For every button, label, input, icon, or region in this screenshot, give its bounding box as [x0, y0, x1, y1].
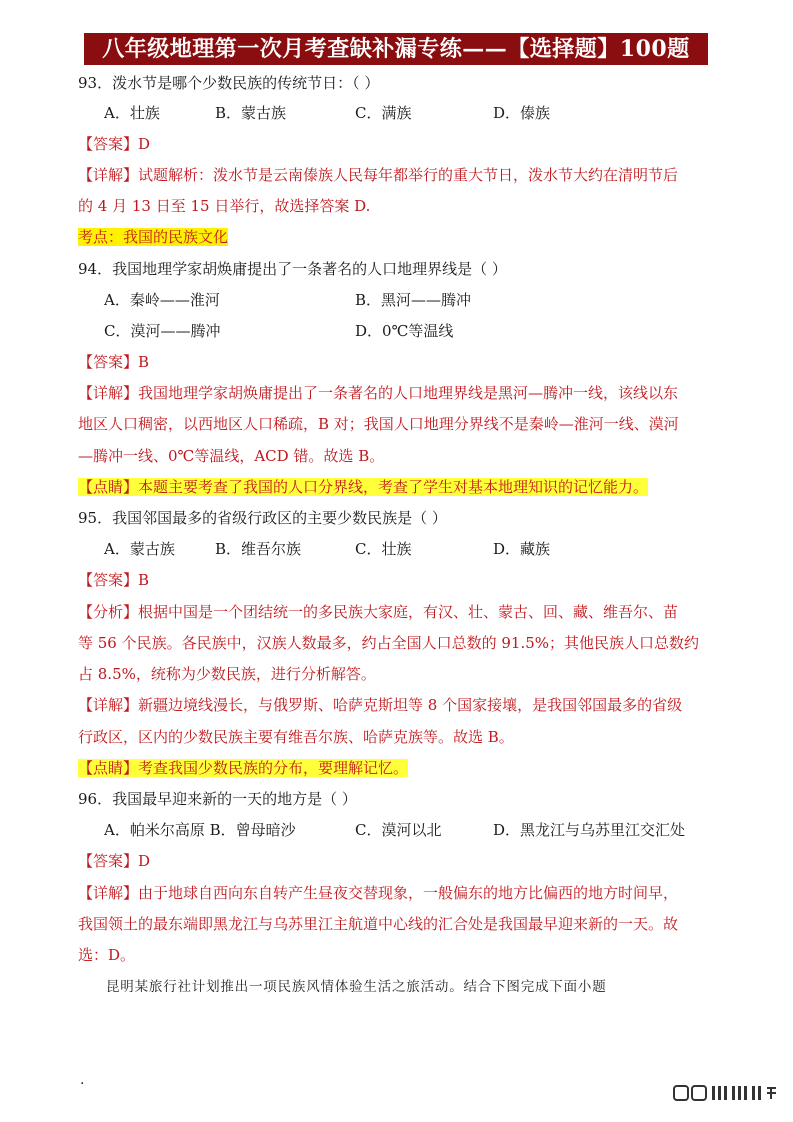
question-94-answer: 【答案】B — [78, 353, 150, 371]
question-93-option-a: A．壮族 — [104, 104, 160, 122]
question-94-detail-line: 【详解】我国地理学家胡焕庸提出了一条著名的人口地理界线是黑河—腾冲一线，该线以东 — [78, 384, 679, 402]
question-93-option-c: C．满族 — [355, 104, 412, 122]
question-94-option-c: C．漠河——腾冲 — [104, 322, 221, 340]
question-95-dianjing — [78, 757, 408, 779]
question-95-option-b: B．维吾尔族 — [215, 540, 302, 558]
highlight: 【点睛】本题主要考查了我国的人口分界线，考查了学生对基本地理知识的记忆能力。 — [78, 478, 649, 496]
question-96-option-c: C．漠河以北 — [355, 821, 442, 839]
question-95-analysis-line: 占 8.5%，统称为少数民族，进行分析解答。 — [78, 665, 376, 683]
question-96-stem: 96．我国最早迎来新的一天的地方是（ ） — [78, 790, 357, 808]
question-96-detail-line: 我国领土的最东端即黑龙江与乌苏里江主航道中心线的汇合处是我国最早迎来新的一天。故 — [78, 915, 679, 933]
question-95-stem: 95．我国邻国最多的省级行政区的主要少数民族是（ ） — [78, 509, 447, 527]
question-95-analysis-line: 等 56 个民族。各民族中，汉族人数最多，约占全国人口总数的 91.5%；其他民族人口总数约 — [78, 634, 700, 652]
question-94-option-d: D．0℃等温线 — [355, 322, 454, 340]
question-93-answer: 【答案】D — [78, 135, 151, 153]
question-93-detail-line: 【详解】试题解析：泼水节是云南傣族人民每年都举行的重大节日，泼水节大约在清明节后 — [78, 166, 679, 184]
question-95-option-a: A．蒙古族 — [104, 540, 175, 558]
page-title: 八年级地理第一次月考查缺补漏专练——【选择题】100题 — [84, 33, 708, 65]
question-95-detail-line: 行政区，区内的少数民族主要有维吾尔族、哈萨克族等。故选 B。 — [78, 728, 514, 746]
question-95-detail-line: 【详解】新疆边境线漫长，与俄罗斯、哈萨克斯坦等 8 个国家接壤，是我国邻国最多的省级 — [78, 696, 683, 714]
question-96-answer: 【答案】D — [78, 852, 151, 870]
question-94-dianjing — [78, 476, 648, 498]
question-96-detail-line: 【详解】由于地球自西向东自转产生昼夜交替现象，一般偏东的地方比偏西的地方时间早， — [78, 884, 679, 902]
question-96-detail-line: 选：D。 — [78, 946, 136, 964]
highlight: 【点睛】考查我国少数民族的分布，要理解记忆。 — [78, 759, 409, 777]
watermark-icon — [672, 1083, 782, 1103]
question-93-detail-line: 的 4 月 13 日至 15 日举行，故选择答案 D. — [78, 197, 371, 215]
question-95-option-c: C．壮族 — [355, 540, 412, 558]
question-94-detail-line: —腾冲一线、0℃等温线，ACD 错。故选 B。 — [78, 447, 385, 465]
question-95-option-d: D．藏族 — [493, 540, 551, 558]
question-96-option-d: D．黑龙江与乌苏里江交汇处 — [493, 821, 686, 839]
question-95-answer: 【答案】B — [78, 571, 150, 589]
footer-dot: . — [80, 1072, 85, 1088]
footer-note: 昆明某旅行社计划推出一项民族风情体验生活之旅活动。结合下图完成下面小题 — [106, 979, 607, 995]
question-93-stem: 93．泼水节是哪个少数民族的传统节日：（ ） — [78, 74, 380, 92]
question-93-option-d: D．傣族 — [493, 104, 551, 122]
question-93-kaodian — [78, 226, 228, 248]
question-94-detail-line: 地区人口稠密，以西地区人口稀疏，B 对；我国人口地理分界线不是秦岭—淮河一线、漠河 — [78, 415, 679, 433]
question-94-stem: 94．我国地理学家胡焕庸提出了一条著名的人口地理界线是（ ） — [78, 260, 507, 278]
question-94-option-a: A．秦岭——淮河 — [104, 291, 220, 309]
highlight: 考点：我国的民族文化 — [78, 228, 229, 246]
question-95-analysis-line: 【分析】根据中国是一个团结统一的多民族大家庭，有汉、壮、蒙古、回、藏、维吾尔、苗 — [78, 603, 679, 621]
question-93-option-b: B．蒙古族 — [215, 104, 287, 122]
question-96-option-ab: A．帕米尔高原 B．曾母暗沙 — [104, 821, 296, 839]
question-94-option-b: B．黑河——腾冲 — [355, 291, 472, 309]
